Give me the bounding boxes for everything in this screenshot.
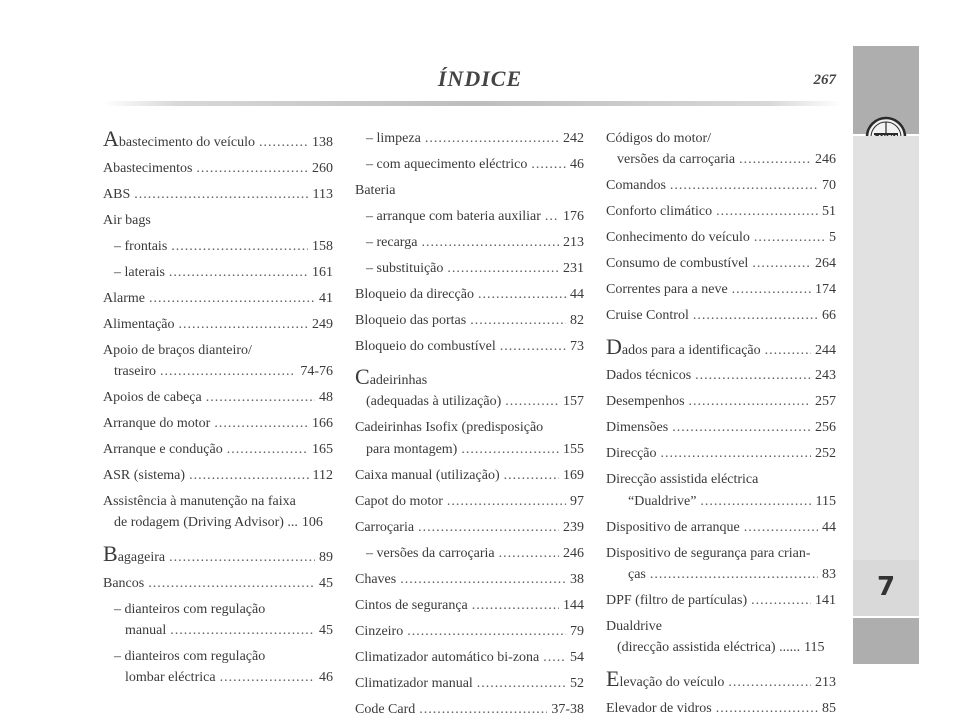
- index-entry: [103, 288, 333, 309]
- index-entry: [606, 227, 836, 248]
- index-entry: [355, 465, 584, 486]
- entry-page: 45: [319, 575, 333, 591]
- index-entry: [103, 236, 333, 257]
- index-entry: [103, 439, 333, 460]
- index-entry: [103, 573, 333, 594]
- entry-page: 242: [563, 131, 584, 146]
- entry-page: 45: [319, 622, 333, 638]
- entry-page: 46: [319, 670, 333, 686]
- index-entry: [606, 333, 836, 361]
- index-entry: [355, 417, 584, 460]
- entry-page: 51: [822, 204, 836, 220]
- entry-label: ASR (sistema): [103, 468, 186, 484]
- entry-label: Chaves: [355, 571, 397, 587]
- entry-page: 79: [570, 623, 584, 639]
- index-entry: [103, 540, 333, 568]
- index-entry: [103, 262, 333, 283]
- entry-label: Climatizador manual: [355, 675, 473, 691]
- index-entry: [103, 387, 333, 408]
- index-entry: [355, 232, 584, 253]
- index-entry: [606, 543, 836, 586]
- index-entry: [103, 158, 333, 179]
- entry-label: ados para a identificação: [621, 342, 761, 358]
- index-entry: [606, 616, 836, 659]
- page-number: 267: [813, 72, 836, 88]
- index-entry: [606, 391, 836, 412]
- entry-label: Bloqueio da direcção: [355, 286, 474, 302]
- entry-label: Conhecimento do veículo: [606, 230, 750, 246]
- entry-page: 115: [815, 493, 836, 509]
- entry-label: – versões da carroçaria: [366, 545, 495, 561]
- index-entry: [103, 413, 333, 434]
- entry-page: 155: [563, 441, 584, 457]
- entry-label-continued: versões da carroçaria: [617, 152, 736, 168]
- index-entry: [355, 206, 584, 227]
- entry-page: 244: [815, 342, 836, 358]
- index-entry: [103, 599, 333, 642]
- entry-label-continued: lombar eléctrica: [125, 670, 216, 686]
- entry-label-continued: para montagem): [366, 441, 458, 457]
- entry-page: 115: [804, 640, 825, 656]
- entry-page: 44: [570, 286, 584, 302]
- index-entry: [103, 646, 333, 689]
- entry-page: 141: [815, 592, 836, 608]
- entry-label: Abastecimentos: [103, 160, 193, 176]
- index-entry: [355, 543, 584, 564]
- entry-label: – substituição: [366, 260, 444, 276]
- index-entry: [355, 699, 584, 720]
- entry-page: 213: [563, 234, 584, 250]
- entry-label: Alimentação: [103, 316, 175, 332]
- entry-label: Cruise Control: [606, 308, 689, 324]
- index-entry: [103, 465, 333, 486]
- entry-page: 213: [815, 674, 836, 690]
- entry-label: Arranque e condução: [103, 442, 223, 458]
- tab-top-block: [853, 46, 919, 134]
- entry-label: Dimensões: [606, 420, 669, 436]
- index-entry: [103, 314, 333, 335]
- index-entry: [103, 340, 333, 383]
- entry-label: Apoios de cabeça: [103, 390, 202, 406]
- entry-label-continued: (direcção assistida eléctrica) ......: [617, 640, 801, 656]
- entry-label-continued: traseiro: [114, 364, 156, 380]
- entry-page: 97: [570, 493, 584, 509]
- index-entry: [103, 128, 333, 153]
- entry-label: – arranque com bateria auxiliar: [366, 208, 541, 224]
- index-entry: [355, 336, 584, 357]
- entry-page: 174: [815, 282, 836, 298]
- entry-page: 37-38: [551, 701, 584, 717]
- index-entry: [355, 569, 584, 590]
- entry-label: Capot do motor: [355, 493, 443, 509]
- entry-page: 239: [563, 519, 584, 535]
- entry-label: – recarga: [366, 234, 418, 250]
- index-entry: [606, 305, 836, 326]
- entry-label-continued: ças: [628, 566, 646, 582]
- entry-page: 243: [815, 368, 836, 384]
- index-entry: [606, 469, 836, 512]
- entry-label: Air bags: [103, 212, 151, 228]
- index-entry: [355, 491, 584, 512]
- index-entry: [355, 595, 584, 616]
- entry-label: DPF (filtro de partículas): [606, 592, 748, 608]
- entry-label: Alarme: [103, 290, 145, 306]
- entry-page: 176: [563, 208, 584, 224]
- index-entry: [355, 154, 584, 175]
- entry-page: 106: [301, 515, 323, 531]
- entry-page: 260: [312, 160, 333, 176]
- header-rule: [103, 101, 843, 106]
- entry-label: Bloqueio do combustível: [355, 338, 496, 354]
- drop-cap: E: [606, 665, 620, 691]
- entry-page: 169: [563, 467, 584, 483]
- index-entry: [606, 253, 836, 274]
- entry-label: Comandos: [606, 178, 666, 194]
- entry-label: Cadeirinhas Isofix (predisposição: [355, 420, 544, 436]
- entry-label: bastecimento do veículo: [118, 135, 255, 150]
- index-entry: [103, 491, 333, 534]
- index-entry: [355, 366, 584, 413]
- entry-page: 113: [312, 186, 333, 202]
- entry-page: 52: [570, 675, 584, 691]
- index-entry: [606, 417, 836, 438]
- entry-label: Elevador de vidros: [606, 700, 712, 716]
- entry-label: – frontais: [114, 238, 168, 254]
- entry-label: Climatizador automático bi-zona: [355, 649, 540, 665]
- chapter-side-tab: [853, 0, 919, 709]
- index-entry: [355, 310, 584, 331]
- index-entry: [355, 258, 584, 279]
- entry-page: 138: [312, 135, 333, 150]
- entry-label: Bateria: [355, 182, 396, 198]
- entry-page: 38: [570, 571, 584, 587]
- entry-label: Arranque do motor: [103, 416, 211, 432]
- entry-label: Bancos: [103, 575, 145, 591]
- index-entry: [103, 184, 333, 205]
- entry-page: 246: [563, 545, 584, 561]
- drop-cap: C: [355, 364, 370, 390]
- entry-page: 257: [815, 394, 836, 410]
- entry-label: adeirinhas: [369, 373, 428, 389]
- entry-page: 73: [570, 338, 584, 354]
- index-entry: [606, 443, 836, 464]
- entry-page: 82: [570, 312, 584, 328]
- tab-middle-block: [853, 136, 919, 560]
- index-entry: [606, 517, 836, 538]
- entry-page: 70: [822, 178, 836, 194]
- index-entry: [606, 201, 836, 222]
- tab-bottom-block: [853, 618, 919, 664]
- entry-page: 54: [570, 649, 584, 665]
- index-entry: [355, 180, 584, 201]
- index-entry: [355, 128, 584, 149]
- entry-label: – dianteiros com regulação: [114, 601, 266, 617]
- entry-label: Cintos de segurança: [355, 597, 468, 613]
- entry-page: 89: [319, 549, 333, 565]
- drop-cap: D: [606, 333, 622, 359]
- entry-label: Códigos do motor/: [606, 131, 712, 146]
- entry-label: agageira: [117, 549, 166, 565]
- entry-label: levação do veículo: [619, 674, 725, 690]
- entry-page: 41: [319, 290, 333, 306]
- index-column-c: [606, 128, 836, 724]
- entry-page: 46: [570, 156, 584, 172]
- entry-label: Code Card: [355, 701, 416, 717]
- entry-label: Desempenhos: [606, 394, 685, 410]
- entry-label: Conforto climático: [606, 204, 713, 220]
- entry-label: Bloqueio das portas: [355, 312, 467, 328]
- index-entry: [606, 590, 836, 611]
- page-title: ÍNDICE: [437, 66, 523, 91]
- index-entry: [606, 279, 836, 300]
- entry-page: 66: [822, 308, 836, 324]
- entry-label: Dualdrive: [606, 618, 662, 634]
- entry-label: Cinzeiro: [355, 623, 404, 639]
- index-entry: [355, 517, 584, 538]
- entry-label: Dados técnicos: [606, 368, 692, 384]
- index-entry: [606, 365, 836, 386]
- entry-label: Correntes para a neve: [606, 282, 728, 298]
- entry-label: Direcção assistida eléctrica: [606, 472, 759, 488]
- entry-page: 48: [319, 390, 333, 406]
- entry-label: Direcção: [606, 446, 657, 462]
- index-entry: [103, 210, 333, 231]
- entry-label: Caixa manual (utilização): [355, 467, 500, 483]
- entry-label: Assistência à manutenção na faixa: [103, 494, 296, 510]
- entry-label: – laterais: [114, 264, 165, 280]
- entry-label: ABS: [103, 186, 131, 202]
- entry-page: 231: [563, 260, 584, 276]
- entry-label: – limpeza: [366, 131, 421, 146]
- drop-cap: B: [103, 540, 118, 566]
- entry-label: – dianteiros com regulação: [114, 648, 266, 664]
- index-entry: [606, 698, 836, 719]
- entry-page: 44: [822, 519, 836, 535]
- drop-cap: A: [103, 126, 119, 151]
- index-column-a: [103, 128, 333, 693]
- entry-label-continued: “Dualdrive”: [628, 493, 697, 509]
- entry-label-continued: manual: [125, 622, 167, 638]
- entry-page: 5: [829, 230, 836, 246]
- entry-page: 85: [822, 700, 836, 716]
- entry-page: 83: [822, 566, 836, 582]
- index-entry: [606, 175, 836, 196]
- entry-label: Dispositivo de segurança para crian-: [606, 545, 811, 561]
- entry-page: 166: [312, 416, 333, 432]
- entry-label-continued: de rodagem (Driving Advisor) ...: [114, 515, 298, 531]
- index-column-b: [355, 128, 584, 725]
- entry-page: 252: [815, 446, 836, 462]
- entry-page: 74-76: [300, 364, 333, 380]
- entry-page: 112: [312, 468, 333, 484]
- chapter-number: 7: [876, 572, 896, 602]
- index-entry: [355, 673, 584, 694]
- entry-label: Consumo de combustível: [606, 256, 749, 272]
- entry-page: 256: [815, 420, 836, 436]
- entry-label: – com aquecimento eléctrico: [366, 156, 528, 172]
- entry-page: 249: [312, 316, 333, 332]
- entry-page: 144: [563, 597, 584, 613]
- entry-page: 157: [563, 394, 584, 410]
- index-entry: [355, 621, 584, 642]
- index-entry: [355, 284, 584, 305]
- entry-label: Dispositivo de arranque: [606, 519, 740, 535]
- index-entry: [606, 665, 836, 693]
- entry-page: 264: [815, 256, 836, 272]
- index-entry: [355, 647, 584, 668]
- entry-label: Carroçaria: [355, 519, 415, 535]
- entry-page: 158: [312, 238, 333, 254]
- entry-page: 165: [312, 442, 333, 458]
- entry-label: Apoio de braços dianteiro/: [103, 342, 252, 358]
- index-entry: [606, 128, 836, 171]
- entry-page: 161: [312, 264, 333, 280]
- entry-label-continued: (adequadas à utilização): [366, 394, 502, 410]
- entry-page: 246: [815, 152, 836, 168]
